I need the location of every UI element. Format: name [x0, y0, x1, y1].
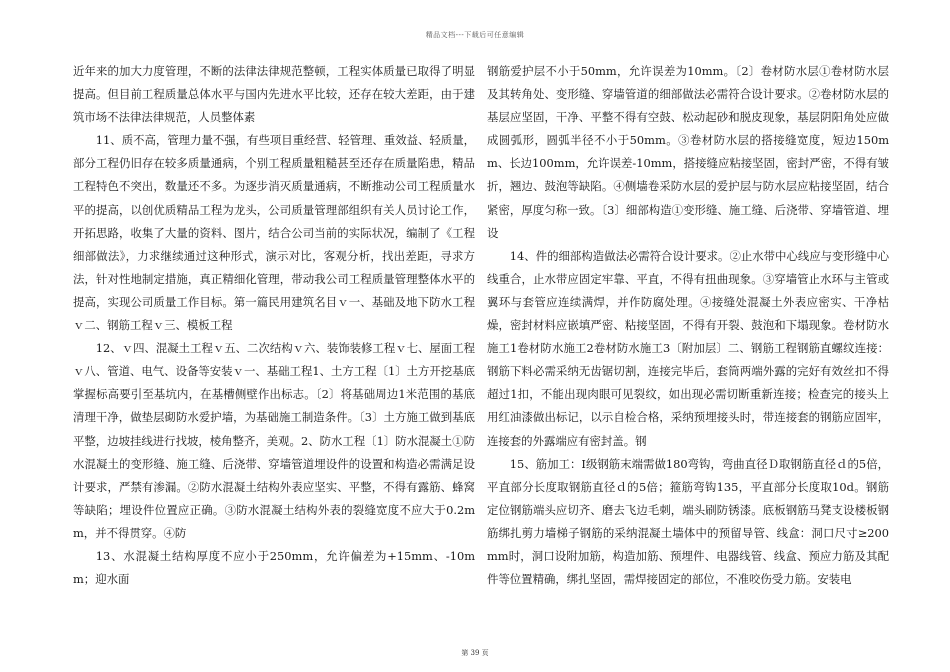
- paragraph: 钢筋爱护层不小于50mm，允许误差为10mm。〔2〕卷材防水层①卷材防水层及其转角处、变形缝、穿墙管道的细部做法必需符合设计要求。②卷材防水层的基层应坚固，干净、平整不得有空鼓、松动起砂和脱皮现象，基层阴阳角处应做成圆弧形，圆弧半径不小于50mm。③卷材防水层的搭接缝宽度，短边150mm、长边100mm，允许误差-10mm，搭接缝应粘接坚固，密封严密，不得有皱折，翘边、鼓泡等缺陷。④侧墙卷采防水层的爱护层与防水层应粘接坚固，结合紧密，厚度匀称一致。〔3〕细部构造①变形缝、施工缝、后浇带、穿墙管道、埋设: [487, 64, 889, 240]
- paragraph: 12、ｖ四、混凝土工程ｖ五、二次结构ｖ六、装饰装修工程ｖ七、屋面工程ｖ八、管道、电气、设备等安装ｖ一、基础工程1、土方工程〔1〕土方开挖基底掌握标高要引至基坑内，在基槽侧壁作出标志。〔2〕将基础周边1米范围的基底清理干净，做垫层砌防水爱护墙，为基础施工制造条件。〔3〕土方施工做到基底平整，边坡挂线进行找坡，棱角整齐，美观。2、防水工程〔1〕防水混凝土①防水混凝土的变形缝、施工缝、后浇带、穿墙管道埋设件的设置和构造必需满足设计要求，严禁有渗漏。②防水混凝土结构外表应坚实、平整，不得有露筋、蜂窝等缺陷；埋设件位置应正确。③防水混凝土结构外表的裂缝宽度不应大于0.2mm，并不得贯穿。④防: [73, 341, 475, 540]
- page-number: 第 39 页: [461, 649, 489, 657]
- paragraph: 11、质不高，管理力量不强，有些项目重经营、轻管理、重效益、轻质量，部分工程仍旧存在较多质量通病，个别工程质量粗糙甚至还存在质量陷患，精品工程特色不突出，数量还不多。为逐步消灭质量通病，不断推动公司工程质量水平的提高，以创优质精品工程为龙头，公司质量管理部组织有关人员讨论工作，开拓思路，收集了大量的资料、图片，结合公司当前的实际状况，编制了《工程细部做法》，力求继续通过这种形式，演示对比，客观分析，找出差距，寻求方法，针对性地制定措施，真正精细化管理，带动我公司工程质量管理整体水平的提高，实现公司质量工作目标。第一篇民用建筑名目ｖ一、基础及地下防水工程ｖ二、钢筋工程ｖ三、模板工程: [73, 133, 475, 333]
- right-column: [487, 60, 889, 591]
- left-column: [73, 60, 475, 591]
- page-header: 精品文档---下载后可任意编辑: [425, 31, 525, 39]
- paragraph: 近年来的加大力度管理，不断的法律法律规范整顿，工程实体质量已取得了明显提高。但目前工程质量总体水平与国内先进水平比较，还存在较大差距，由于建筑市场不法律法律规范，人员整体素: [73, 64, 475, 125]
- paragraph: 14、件的细部构造做法必需符合设计要求。②止水带中心线应与变形缝中心线重合，止水带应固定牢靠、平直，不得有扭曲现象。③穿墙管止水环与主管或翼环与套管应连续满焊，并作防腐处理。④接缝处混凝土外表应密实、干净枯燥，密封材料应嵌填严密、粘接坚固，不得有开裂、鼓泡和下塌现象。卷材防水施工1卷材防水施工2卷材防水施工3〔附加层〕二、钢筋工程钢筋直螺纹连接：钢筋下料必需采纳无齿锯切割，连接完毕后，套筒两端外露的完好有效丝扣不得超过1扣，不能出现肉眼可见裂纹，如出现必需切断重新连接；检查完的接头上用红油漆做出标记，以示自检合格，采纳预埋接头时，带连接套的钢筋应固牢，连接套的外露端应有密封盖。钢: [487, 248, 889, 448]
- paragraph: 15、筋加工：Ⅰ级钢筋末端需做180弯钩，弯曲直径Ｄ取钢筋直径ｄ的5倍，平直部分长度取钢筋直径ｄ的5倍；箍筋弯钩135，平直部分长度取10d。钢筋定位钢筋端头应切齐、磨去飞边毛刺，端头刷防锈漆。底板钢筋马凳支设楼板钢筋绑扎剪力墙梯子钢筋的采纳混凝土墙体中的预留导管、线盒：洞口尺寸≥200mm时，洞口设附加筋，构造加筋、预埋件、电器线管、线盒、预应力筋及其配件等位置精确，绑扎坚固，需焊接固定的部位，不准咬伤受力筋。安装电: [487, 456, 889, 587]
- paragraph: 13、水混凝土结构厚度不应小于250mm，允许偏差为+15mm、-10mm；迎水面: [73, 548, 475, 587]
